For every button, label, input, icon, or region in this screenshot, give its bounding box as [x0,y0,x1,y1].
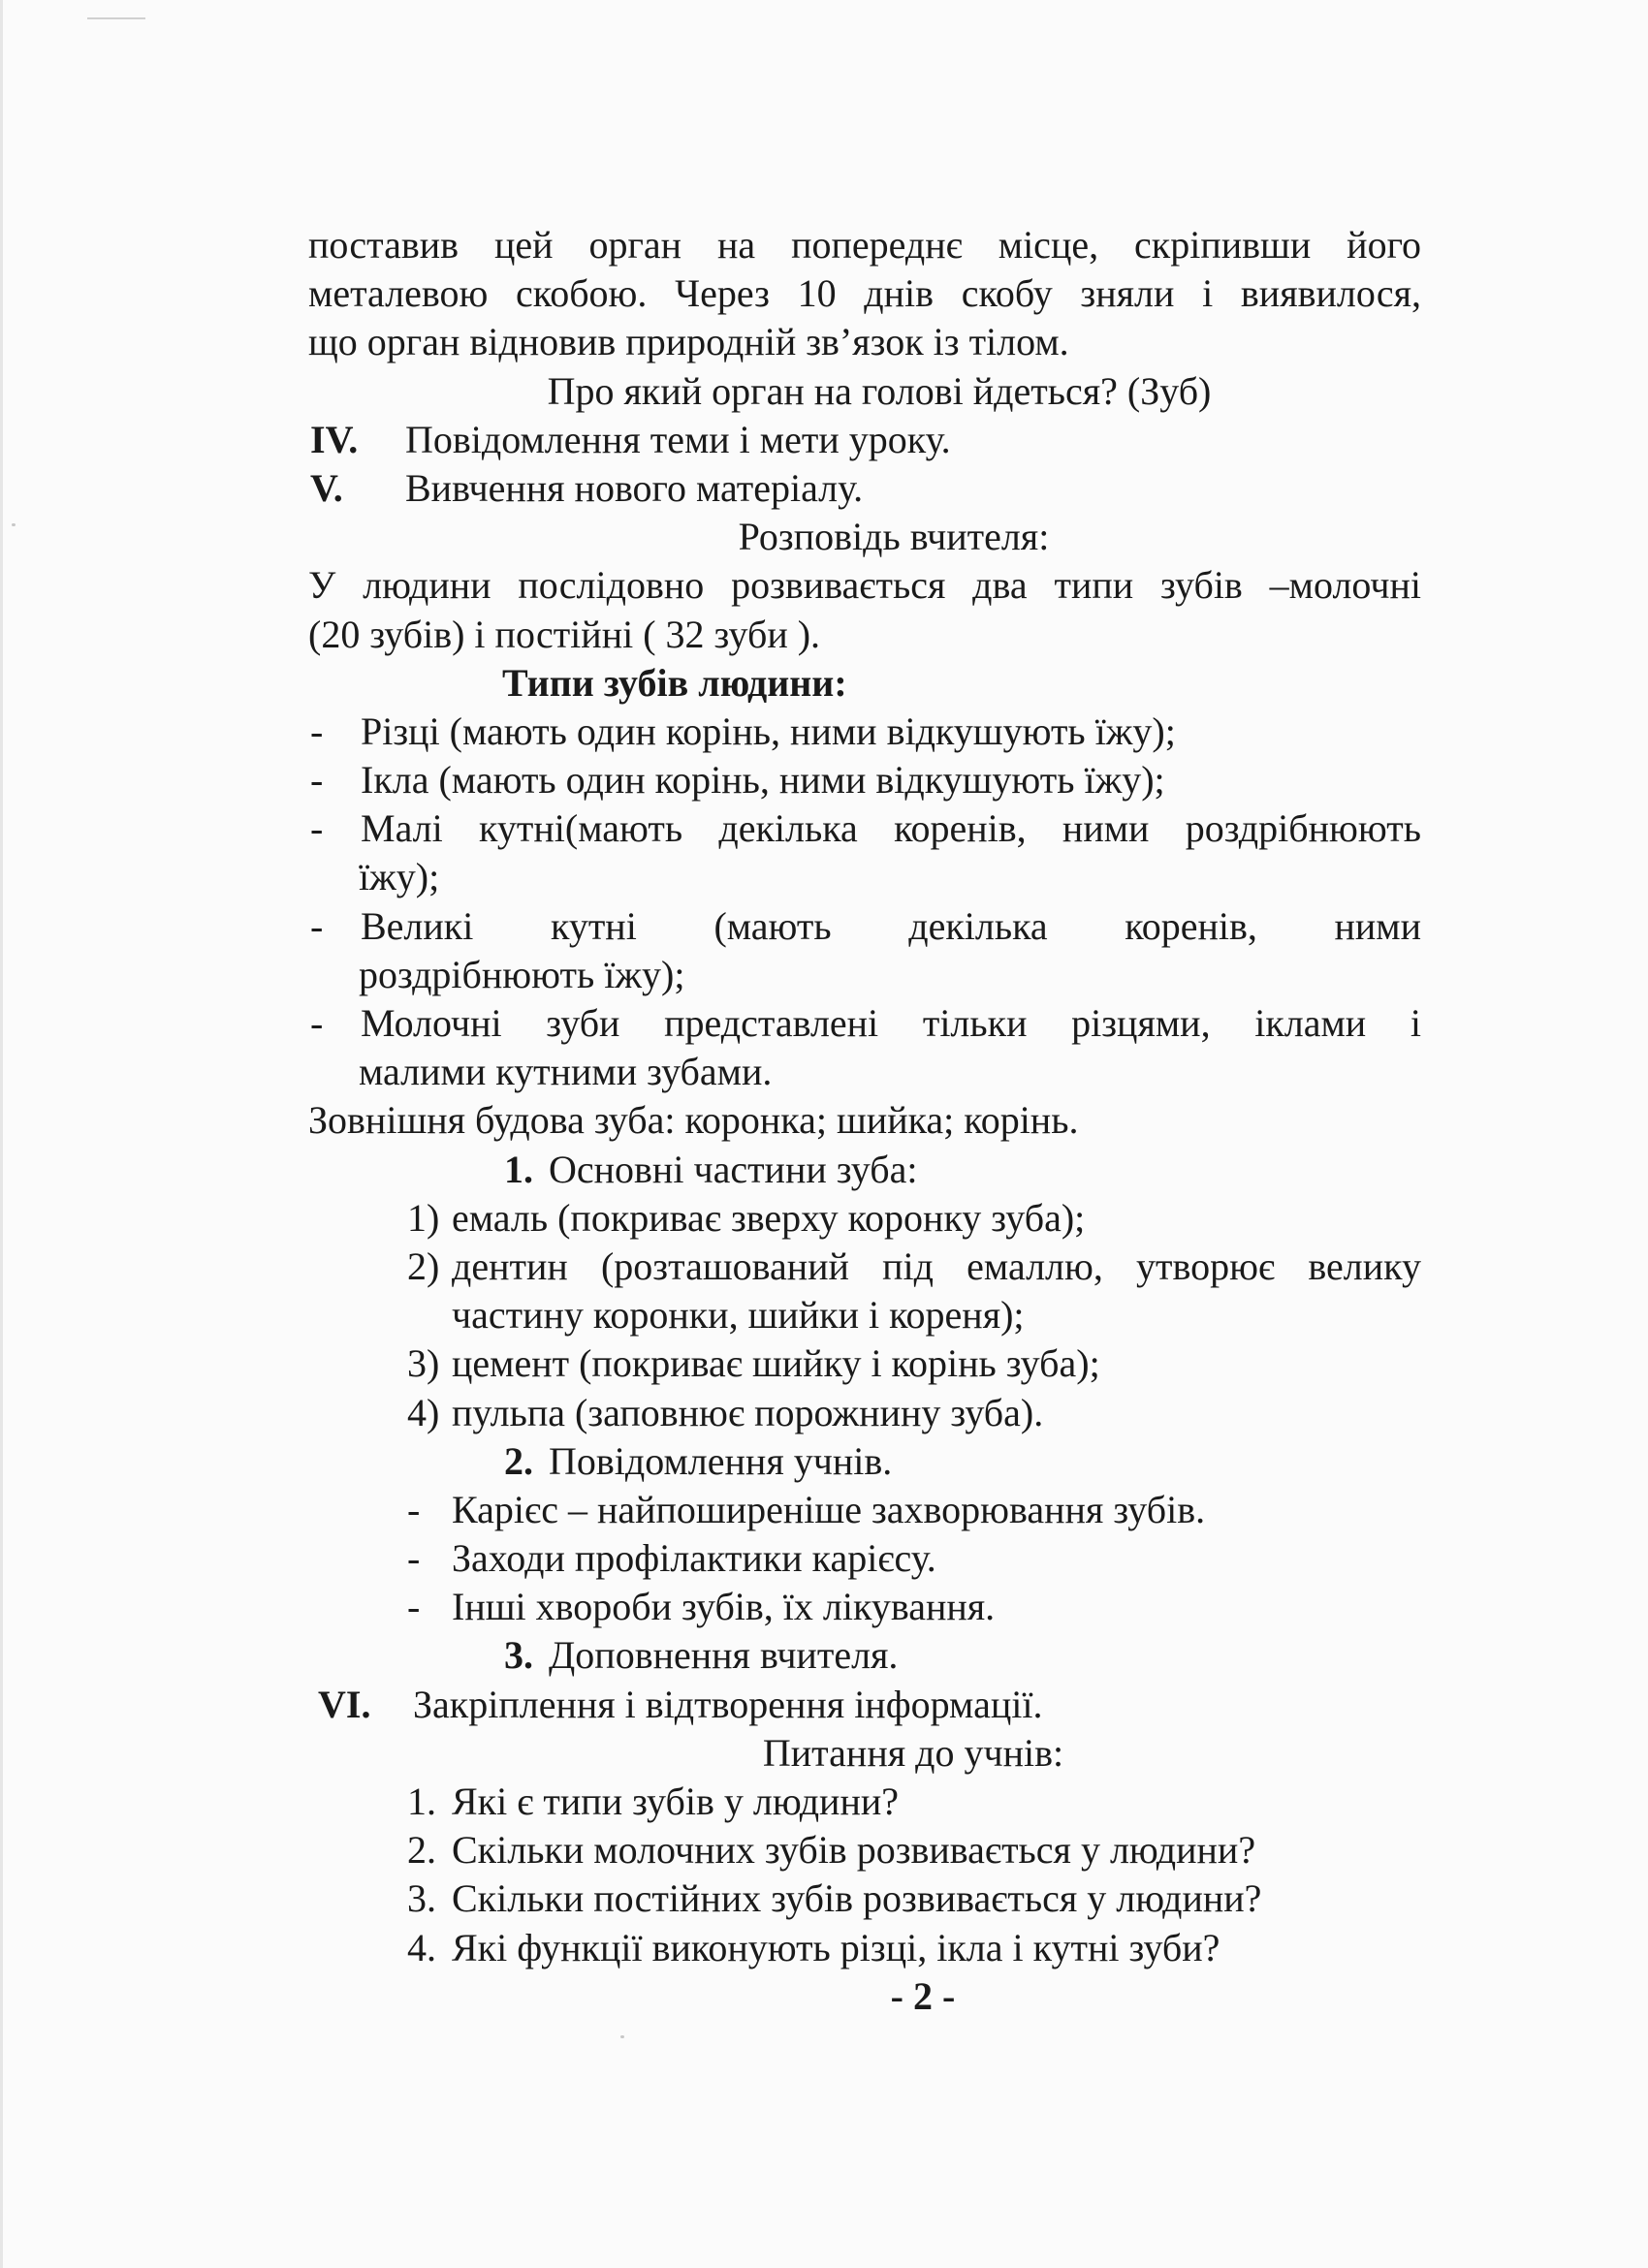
riddle-question: Про який орган на голові йдеться? (Зуб) [547,368,1212,413]
tooth-type-text: Великі кутні (мають декілька коренів, ними [361,903,1421,948]
question-number: 2. [407,1828,436,1873]
scan-edge [0,0,3,2268]
tooth-part-text: дентин (розташований під емаллю, утворює велику [452,1244,1421,1288]
section-number: IV. [310,417,359,461]
intro-line: поставив цей орган на попереднє місце, скріпивши його [308,223,1421,267]
part-3-heading [308,1631,1421,1680]
types-heading: Типи зубів людини: [502,660,847,705]
question-text: Скільки постійних зубів розвивається у людини? [452,1876,1262,1921]
tooth-part-text: пульпа (заповнює порожнину зуба). [452,1390,1044,1434]
section-v [308,464,1421,513]
section-vi [308,1681,1421,1729]
part-title: Повідомлення учнів. [549,1438,893,1483]
question-number: 4. [407,1925,436,1969]
tooth-part-item [308,1194,1421,1243]
scan-mark [87,17,145,19]
report-text: Заходи профілактики карієсу. [452,1536,936,1581]
scan-speck [620,2035,624,2038]
tooth-type-item [308,999,1421,1048]
question-text: Які є типи зубів у людини? [452,1780,900,1823]
dash-marker: - [407,1536,421,1581]
question-number: 1. [407,1780,436,1823]
item-number: 4) [407,1390,440,1434]
item-number: 3) [407,1341,440,1386]
tooth-type-text: Різці (мають один корінь, ними відкушують їжу); [361,709,1176,753]
tooth-type-item [308,756,1421,804]
dash-marker: - [310,806,324,851]
report-text: Інші хвороби зубів, їх лікування. [452,1585,996,1629]
tooth-part-item [308,1243,1421,1291]
item-number: 2) [407,1244,440,1288]
types-intro-line: (20 зубів) і постійні ( 32 зуби ). [308,612,821,656]
report-item [308,1583,1421,1631]
tooth-part-text: цемент (покриває шийку і корінь зуба); [452,1341,1100,1386]
tooth-type-item [308,804,1421,853]
question-number: 3. [407,1876,436,1921]
report-item [308,1534,1421,1583]
tooth-type-text: Малі кутні(мають декілька коренів, ними роздрібнюють [361,806,1421,851]
part-2-heading [308,1437,1421,1486]
tooth-type-text: Молочні зуби представлені тільки різцями, іклами і [361,1001,1421,1045]
tooth-type-continuation: малими кутними зубами. [359,1050,773,1094]
tooth-part-text: емаль (покриває зверху коронку зуба); [452,1195,1086,1240]
intro-line: металевою скобою. Через 10 днів скобу зняли і виявилося, [308,271,1421,316]
questions-heading: Питання до учнів: [762,1730,1064,1775]
dash-marker: - [310,758,324,803]
section-number: V. [310,465,343,510]
part-number: 3. [504,1633,533,1678]
question-item [308,1924,1421,1972]
section-number: VI. [318,1682,371,1726]
tooth-part-item [308,1339,1421,1388]
external-structure: Зовнішня будова зуба: коронка; шийка; корінь. [308,1098,1079,1143]
question-text: Які функції виконують різці, ікла і кутні зуби? [452,1925,1220,1969]
report-text: Карієс – найпоширеніше захворювання зубів. [452,1487,1206,1531]
page-text [308,221,1421,2021]
part-1-heading [308,1146,1421,1194]
tooth-type-item [308,708,1421,756]
scan-speck [12,523,16,526]
part-title: Доповнення вчителя. [549,1633,899,1678]
tooth-type-continuation: роздрібнюють їжу); [359,952,685,996]
section-title: Повідомлення теми і мети уроку. [405,417,951,461]
dash-marker: - [310,903,324,948]
intro-line: що орган відновив природній зв’язок із тілом. [308,320,1069,364]
dash-marker: - [310,1001,324,1045]
types-intro-line: У людини послідовно розвивається два типи зубів –молочні [308,563,1421,608]
section-iv [308,416,1421,464]
tooth-type-continuation: їжу); [359,855,440,899]
tooth-type-text: Ікла (мають один корінь, ними відкушують їжу); [361,758,1165,803]
part-title: Основні частини зуба: [549,1147,918,1191]
dash-marker: - [310,709,324,753]
question-item [308,1826,1421,1874]
question-item [308,1874,1421,1923]
dash-marker: - [407,1487,421,1531]
report-item [308,1486,1421,1534]
section-title: Вивчення нового матеріалу. [405,465,864,510]
page-number: - 2 - [890,1973,956,2018]
tooth-part-item [308,1389,1421,1437]
teacher-story-heading: Розповідь вчителя: [738,515,1050,559]
dash-marker: - [407,1585,421,1629]
part-number: 1. [504,1147,533,1191]
question-text: Скільки молочних зубів розвивається у людини? [452,1828,1256,1873]
section-title: Закріплення і відтворення інформації. [413,1682,1043,1726]
tooth-type-item [308,902,1421,951]
question-item [308,1778,1421,1826]
tooth-part-continuation: частину коронки, шийки і кореня); [452,1293,1025,1338]
item-number: 1) [407,1195,440,1240]
part-number: 2. [504,1438,533,1483]
